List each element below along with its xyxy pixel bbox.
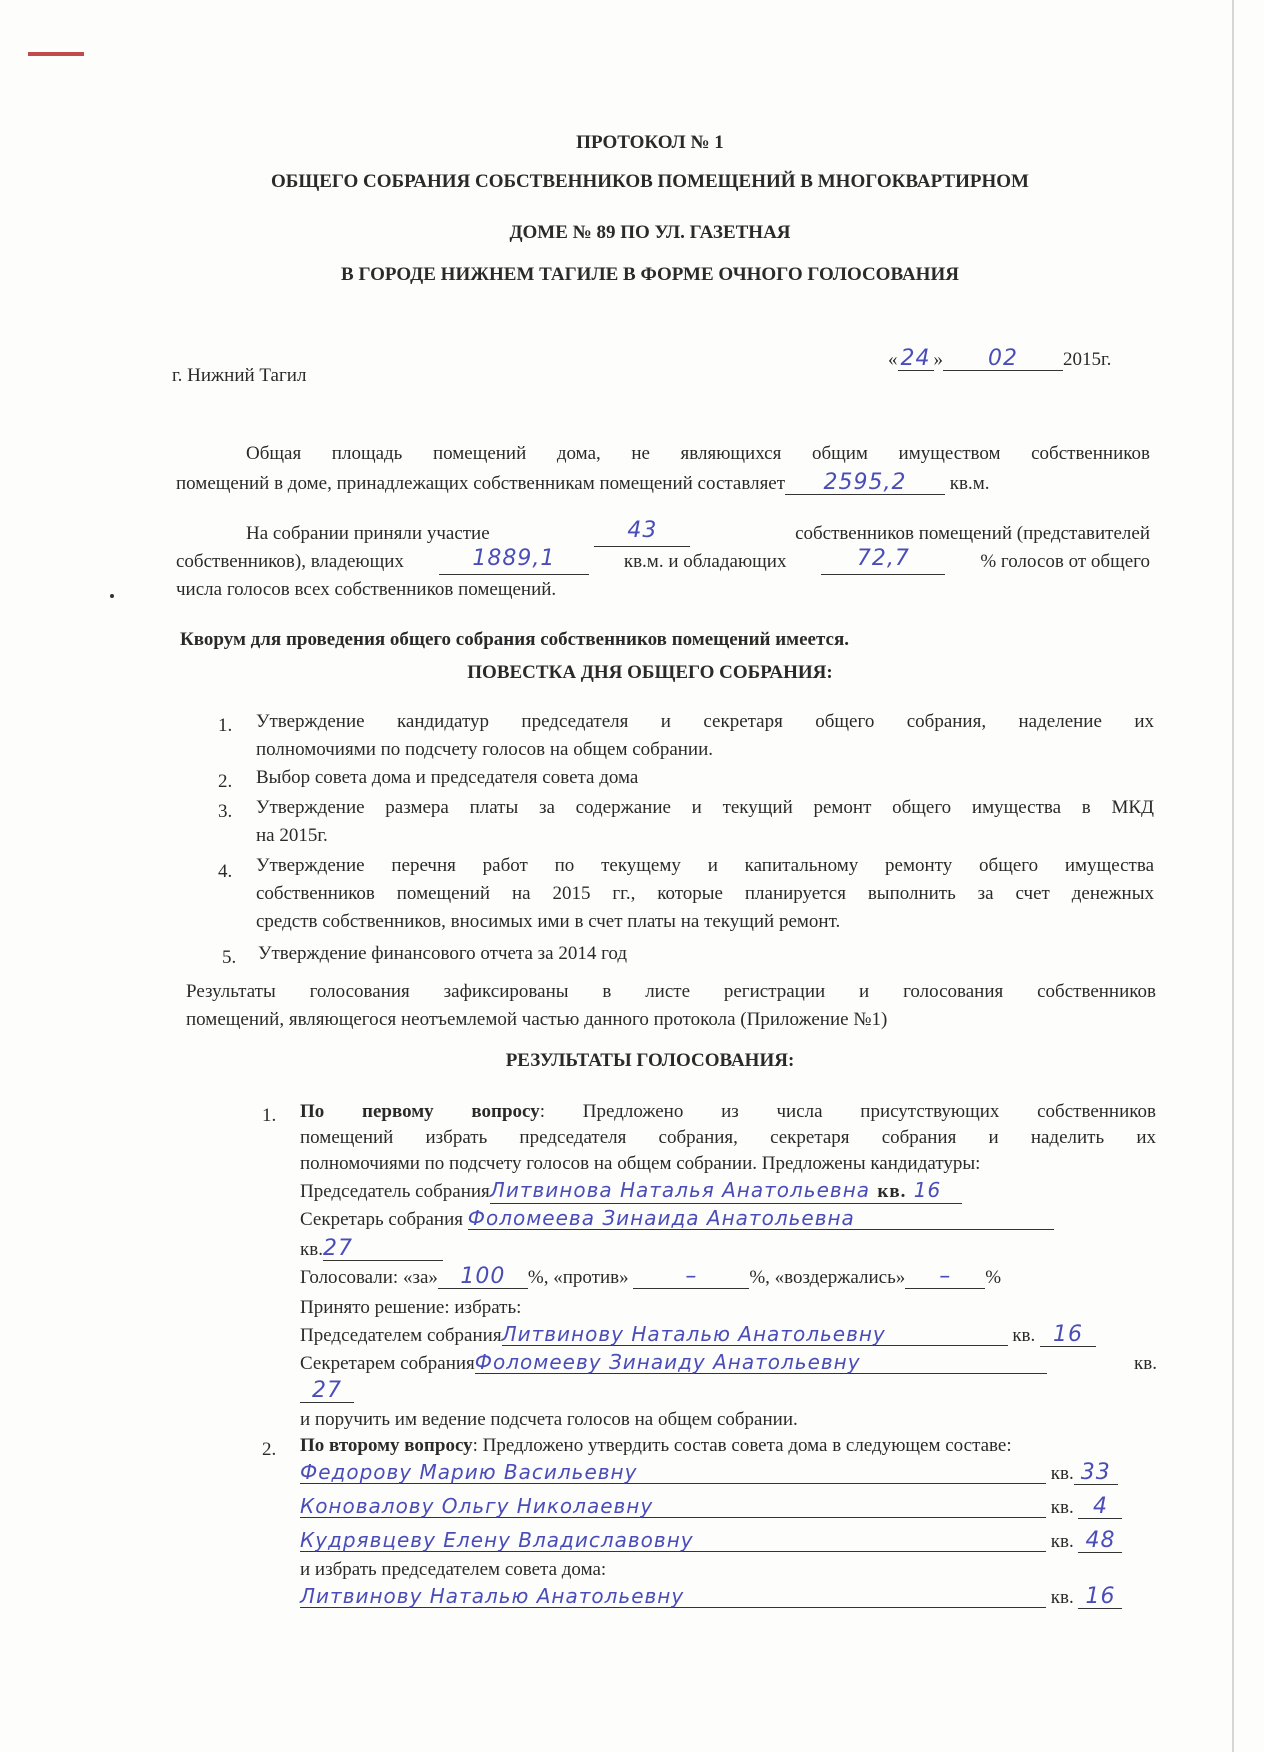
q1-chair-name-elected: Литвинову Наталью Анатольевну [502,1323,1008,1346]
q1-line-3: полномочиями по подсчету голосов на общем собрании. Предложены кандидатуры: [300,1153,981,1174]
agenda-item-4-line-3: средств собственников, вносимых ими в счет платы на текущий ремонт. [256,911,841,932]
q1-votes: Голосовали: «за» 100 %, «против» – %, «воздержались» – % [300,1264,1002,1289]
agenda-num-4: 4. [218,861,233,882]
participants-area: 1889,1 [439,548,589,575]
q1-line-2: помещений избрать председателя собрания, секретаря собрания и наделить их [300,1127,1156,1148]
council-member-3-apt: 48 [1078,1530,1122,1553]
q1-secretary-apt-elected: 27 [300,1380,354,1403]
date-year: 2015г. [1063,349,1112,370]
protocol-subtitle-2: ДОМЕ № 89 ПО УЛ. ГАЗЕТНАЯ [509,222,791,243]
agenda-item-4-line-2: собственников помещений на 2015 гг., которые планируется выполнить за счет денежных [256,883,1154,904]
q1-closing: и поручить им ведение подсчета голосов на общем собрании. [300,1409,798,1430]
area-line-1: Общая площадь помещений дома, не являющихся общим имуществом собственников [246,443,1150,464]
agenda-num-3: 3. [218,801,233,822]
agenda-item-5: Утверждение финансового отчета за 2014 год [258,943,628,964]
agenda-item-3-line-2: на 2015г. [256,825,328,846]
council-chair-apt: 16 [1078,1586,1122,1609]
agenda-title: ПОВЕСТКА ДНЯ ОБЩЕГО СОБРАНИЯ: [467,662,833,683]
council-member-1: Федорову Марию Васильевну кв. 33 [300,1460,1118,1487]
council-member-2-name: Коновалову Ольгу Николаевну [300,1495,1046,1518]
protocol-subtitle-3: В ГОРОДЕ НИЖНЕМ ТАГИЛЕ В ФОРМЕ ОЧНОГО ГОЛОСОВАНИЯ [341,264,959,285]
q1-votes-for: 100 [438,1266,528,1289]
q2-line-1: По второму вопросу: Предложено утвердить состав совета дома в следующем составе: [300,1435,1012,1456]
q1-num: 1. [262,1105,277,1126]
protocol-subtitle-1: ОБЩЕГО СОБРАНИЯ СОБСТВЕННИКОВ ПОМЕЩЕНИЙ В МНОГОКВАРТИРНОМ [271,171,1029,192]
q2-chair-text: и избрать председателем совета дома: [300,1559,607,1580]
agenda-item-1-line-2: полномочиями по подсчету голосов на общем собрании. [256,739,714,760]
council-member-2: Коновалову Ольгу Николаевну кв. 4 [300,1494,1122,1521]
q1-secretary-apt-value: 27 [323,1238,443,1261]
agenda-item-1-line-1: Утверждение кандидатур председателя и секретаря общего собрания, наделение их [256,711,1154,732]
q1-chair-name: Литвинова Наталья Анатольевна кв. 16 [490,1179,962,1204]
q1-chair-apt-elected: 16 [1040,1324,1096,1347]
date-day: 24 [898,348,934,371]
place: г. Нижний Тагил [172,365,307,386]
participants-line-1: На собрании приняли участие 43 собственников помещений (представителей [246,520,1150,547]
q1-secretary-elected-apt-label: кв. [1134,1353,1157,1374]
area-value: 2595,2 [785,472,945,495]
q1-votes-abstain: – [905,1266,985,1289]
protocol-title: ПРОТОКОЛ № 1 [576,132,724,153]
date: « 24 » 02 2015г. [888,346,1112,371]
agenda-item-3-line-1: Утверждение размера платы за содержание и текущий ремонт общего имущества в МКД [256,797,1154,818]
agenda-num-1: 1. [218,715,233,736]
agenda-num-5: 5. [222,947,237,968]
q1-votes-against: – [633,1266,749,1289]
q2-num: 2. [262,1439,277,1460]
area-line-2: помещений в доме, принадлежащих собственникам помещений составляет 2595,2 кв.м. [176,470,990,495]
council-member-1-apt: 33 [1074,1462,1118,1485]
agenda-item-4-line-1: Утверждение перечня работ по текущему и капитальному ремонту общего имущества [256,855,1154,876]
q1-secretary-name: Фоломеева Зинаида Анатольевна [468,1207,1054,1230]
q1-chair-elected: Председателем собранияЛитвинову Наталью Анатольевну кв. 16 [300,1322,1096,1349]
q1-decision: Принято решение: избрать: [300,1297,522,1318]
council-chair: Литвинову Наталью Анатольевну кв. 16 [300,1584,1122,1611]
participants-percent: 72,7 [821,548,945,575]
council-chair-name: Литвинову Наталью Анатольевну [300,1585,1046,1608]
participants-line-2: собственников), владеющих 1889,1 кв.м. и обладающих 72,7 % голосов от общего [176,548,1150,575]
council-member-3: Кудрявцеву Елену Владиславовну кв. 48 [300,1528,1122,1555]
date-month: 02 [943,348,1063,371]
q1-secretary-apt: кв.27 [300,1236,443,1263]
quorum-statement: Кворум для проведения общего собрания собственников помещений имеется. [180,629,849,650]
q1-secretary-elected-apt [300,1378,354,1405]
scan-dot [110,594,114,598]
q1-secretary-proposed: Секретарь собрания Фоломеева Зинаида Анатольевна [300,1206,1054,1233]
corner-mark [28,52,84,56]
q1-chair-proposed: Председатель собранияЛитвинова Наталья Анатольевна кв. 16 [300,1178,962,1205]
agenda-item-2: Выбор совета дома и председателя совета дома [256,767,639,788]
results-title: РЕЗУЛЬТАТЫ ГОЛОСОВАНИЯ: [505,1050,795,1071]
participants-count: 43 [594,520,690,547]
scan-edge-line [1232,0,1234,1752]
q1-secretary-elected: Секретарем собранияФоломееву Зинаиду Анатольевну [300,1350,1047,1377]
agenda-num-2: 2. [218,771,233,792]
participants-line-3: числа голосов всех собственников помещений. [176,579,557,600]
results-note-line-1: Результаты голосования зафиксированы в листе регистрации и голосования собственников [186,981,1156,1002]
council-member-3-name: Кудрявцеву Елену Владиславовну [300,1529,1046,1552]
q1-line-1: По первому вопросу: Предложено из числа присутствующих собственников [300,1101,1156,1122]
council-member-2-apt: 4 [1078,1496,1122,1519]
q1-secretary-name-elected: Фоломееву Зинаиду Анатольевну [475,1351,1047,1374]
council-member-1-name: Федорову Марию Васильевну [300,1461,1046,1484]
results-note-line-2: помещений, являющегося неотъемлемой частью данного протокола (Приложение №1) [186,1009,888,1030]
